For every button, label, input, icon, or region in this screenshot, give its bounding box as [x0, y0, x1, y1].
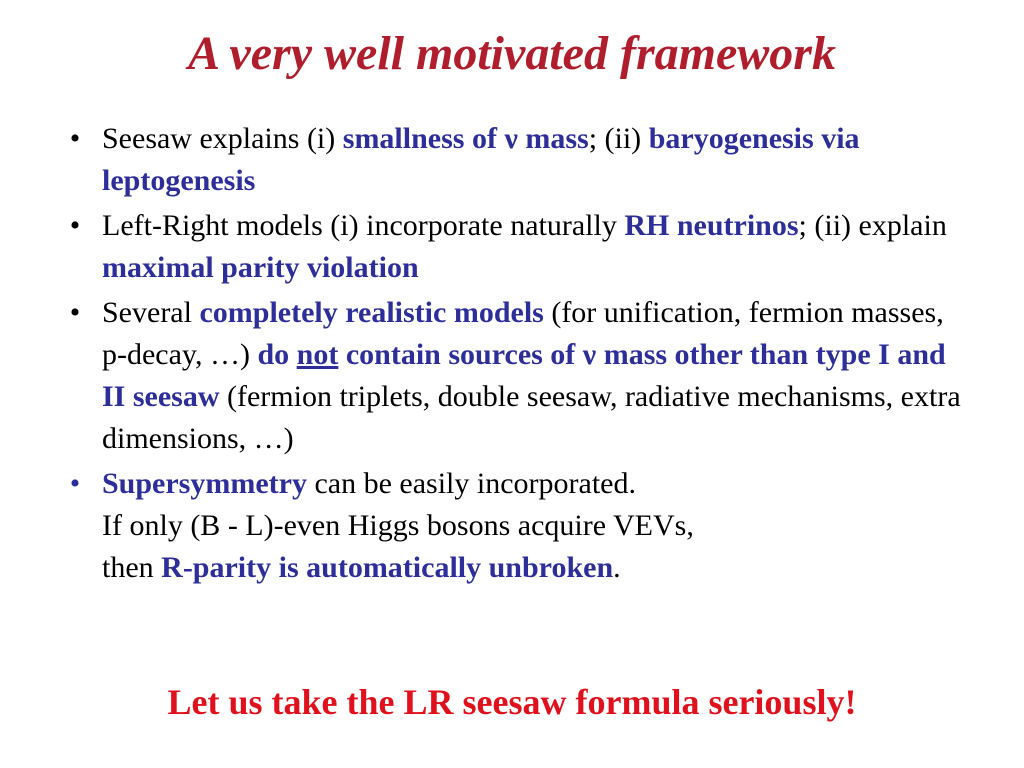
slide-title: A very well motivated framework — [188, 27, 836, 80]
bullet-text: . — [613, 551, 621, 584]
bullet-item-supersymmetry — [60, 463, 970, 589]
bullet-text: Left-Right models (i) incorporate naturally — [102, 209, 625, 242]
bullet-marker: • — [69, 122, 81, 155]
bullet-text: ; (ii) explain — [798, 209, 947, 242]
underlined-emphasis-text: not — [296, 338, 339, 371]
bullet-text: (for unification, fermion masses, p-decay, …) — [102, 296, 944, 371]
bullet-text: can be easily incorporated. — [306, 467, 636, 500]
emphasis-text: maximal parity violation — [102, 251, 419, 284]
bullet-list — [60, 118, 970, 592]
emphasis-text: RH neutrinos — [624, 209, 799, 242]
emphasis-text: smallness of ν mass — [342, 122, 589, 155]
bullet-item-left-right — [60, 205, 970, 289]
closing-statement: Let us take the LR seesaw formula seriously! — [167, 682, 857, 722]
bullet-item-seesaw — [60, 118, 970, 202]
bullet-line: If only (B - L)-even Higgs bosons acquire VEVs, — [102, 509, 694, 542]
emphasis-text: R-parity is automatically unbroken — [161, 551, 614, 584]
emphasis-text: do — [257, 338, 297, 371]
bullet-text: then — [102, 551, 162, 584]
bullet-item-realistic-models — [60, 292, 970, 460]
bullet-marker: • — [69, 467, 81, 500]
emphasis-text: contain sources of ν mass other than type I and II seesaw — [102, 338, 946, 413]
emphasis-text: Supersymmetry — [102, 467, 307, 500]
emphasis-text: baryogenesis via leptogenesis — [102, 122, 860, 197]
emphasis-text: completely realistic models — [199, 296, 544, 329]
bullet-line — [102, 463, 970, 505]
bullet-marker: • — [69, 296, 81, 329]
bullet-text: ; (ii) — [588, 122, 649, 155]
bullet-marker: • — [69, 209, 81, 242]
bullet-text: Seesaw explains (i) — [102, 122, 343, 155]
bullet-text: (fermion triplets, double seesaw, radiative mechanisms, extra dimensions, …) — [102, 380, 961, 455]
bullet-text: Several — [102, 296, 200, 329]
bullet-line — [102, 547, 970, 589]
